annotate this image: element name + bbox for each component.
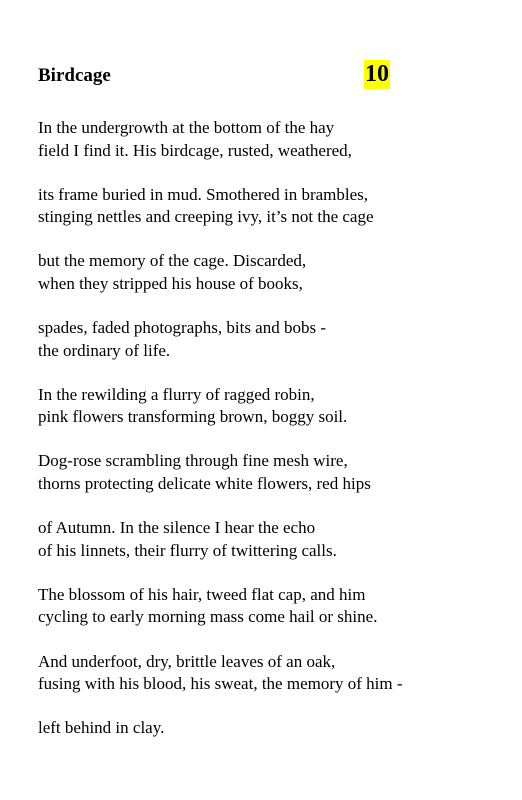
stanza-3 [38,250,498,317]
poem-line: when they stripped his house of books, [38,273,303,293]
poem-line: And underfoot, dry, brittle leaves of an oak, [38,651,336,671]
stanza-10 [38,717,498,784]
stanza-9 [38,651,498,718]
poem-line: field I find it. His birdcage, rusted, weathered, [38,140,352,160]
poem-line: In the undergrowth at the bottom of the hay [38,118,335,137]
poem-line: Dog-rose scrambling through fine mesh wire, [38,451,348,471]
poem-header [38,60,398,92]
stanza-8 [38,584,498,651]
poem-line: of his linnets, their flurry of twittering calls. [38,540,337,560]
poem-line: of Autumn. In the silence I hear the echo [38,518,316,538]
poem-title: Birdcage [38,65,111,86]
stanza-2 [38,184,498,251]
poem-line: fusing with his blood, his sweat, the memory of him - [38,674,403,693]
poem-line: the ordinary of life. [38,340,171,360]
poem-line: thorns protecting delicate white flowers, red hips [38,473,371,493]
stanza-1 [38,117,498,184]
poem-line: but the memory of the cage. Discarded, [38,251,307,271]
poem-line: left behind in clay. [38,718,165,738]
stanza-7 [38,517,498,584]
stanza-4 [38,317,498,384]
poem-line: cycling to early morning mass come hail or shine. [38,607,378,627]
poem-line: The blossom of his hair, tweed flat cap, and him [38,584,366,604]
stanza-6 [38,450,498,517]
poem-line: pink flowers transforming brown, boggy soil. [38,407,348,427]
poem-line: spades, faded photographs, bits and bobs - [38,318,327,338]
stanza-5 [38,384,498,451]
poem-line: stinging nettles and creeping ivy, it’s not the cage [38,207,374,227]
poem-body [38,117,498,784]
poem-line: In the rewilding a flurry of ragged robin, [38,384,315,404]
poem-line: its frame buried in mud. Smothered in brambles, [38,184,369,204]
page-number: 10 [365,61,389,87]
